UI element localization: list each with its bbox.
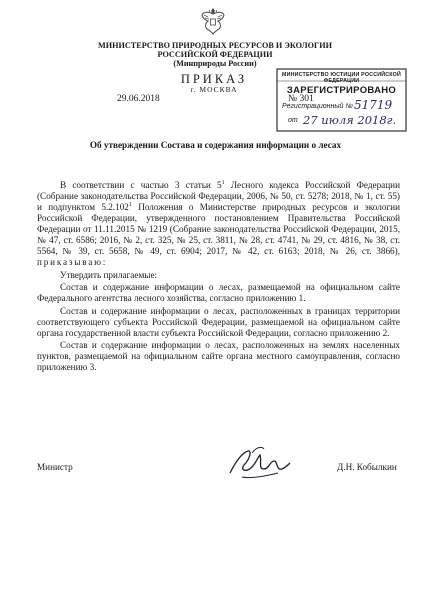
ministry-name-line2: РОССИЙСКОЙ ФЕДЕРАЦИИ [157, 50, 273, 59]
order-date: 29.06.2018 [117, 94, 160, 104]
paragraph-item-1: Состав и содержание информации о лесах, размещаемой на официальном сайте Федерального агентства лесного хозяйства, согласно приложению 1. [37, 282, 400, 303]
document-body [37, 180, 400, 375]
city: г. МОСКВА [190, 85, 238, 94]
paragraph-preamble: В соответствии с частью 3 статьи $5^1$ Лесного кодекса Российской Федерации (Собрание законодательства Российской Федерации, 2006, № 50, ст. 5278; 2018, № 1, ст. 55) и подпунктом 5.2.102$^1$ Положения о Министерстве природных ресурсов и экологии Российской Федерации, утвержденного постановлением Правительства Российской Федерации от 11.11.2015 № 1219 (Собрание законодательства Российской Федерации, 2015, № 47, ст. 6586; 2016, № 2, ст. 325, № 25, ст. 3811, № 28, ст. 4741, № 29, ст. 4816, № 38, ст. 5564, № 39, ст. 5658, № 49, ст. 6904; 2017, № 42, ст. 6163; 2018, № 26, ст. 3866), приказываю: [37, 179, 400, 267]
order-word: приказываю: [37, 257, 108, 267]
document-type: ПРИКАЗ [180, 72, 248, 86]
signer-name: Д.Н. Кобылкин [337, 462, 397, 472]
paragraph-approve: Утвердить прилагаемые: [60, 269, 158, 280]
stamp-reg-date: 27 июля 2018г. [303, 113, 397, 127]
stamp-from-label: от [288, 117, 298, 124]
signature-icon [222, 443, 292, 485]
ministry-short-name: (Минприроды России) [173, 59, 257, 68]
paragraph-item-2: Состав и содержание информации о лесах, расположенных в границах территории соответствующего субъекта Российской Федерации, размещаемой на официальном сайте органа государственной власти субъекта Российской Федерации, согласно приложению 2. [37, 305, 400, 338]
stamp-registered: ЗАРЕГИСТРИРОВАНО [286, 85, 397, 96]
paragraph-item-3: Состав и содержание информации о лесах, расположенных на землях населенных пунктов, размещаемой на официальном сайте органа местного самоуправления, согласно приложению 3. [37, 340, 400, 372]
registration-stamp [276, 68, 407, 132]
document-title: Об утверждении Состава и содержания информации о лесах [89, 140, 342, 150]
stamp-reg-label: Регистрационный № [282, 103, 353, 110]
order-number-value: 301 [299, 94, 314, 104]
signer-role: Министр [37, 462, 73, 472]
stamp-reg-number: 51719 [354, 98, 393, 112]
order-number-prefix: № [288, 94, 298, 104]
coat-of-arms-icon [200, 6, 226, 36]
ministry-name-line1: МИНИСТЕРСТВО ПРИРОДНЫХ РЕСУРСОВ И ЭКОЛОГИИ [98, 41, 332, 50]
stamp-heading: МИНИСТЕРСТВО ЮСТИЦИИ РОССИЙСКОЙ ФЕДЕРАЦИИ [281, 72, 402, 84]
